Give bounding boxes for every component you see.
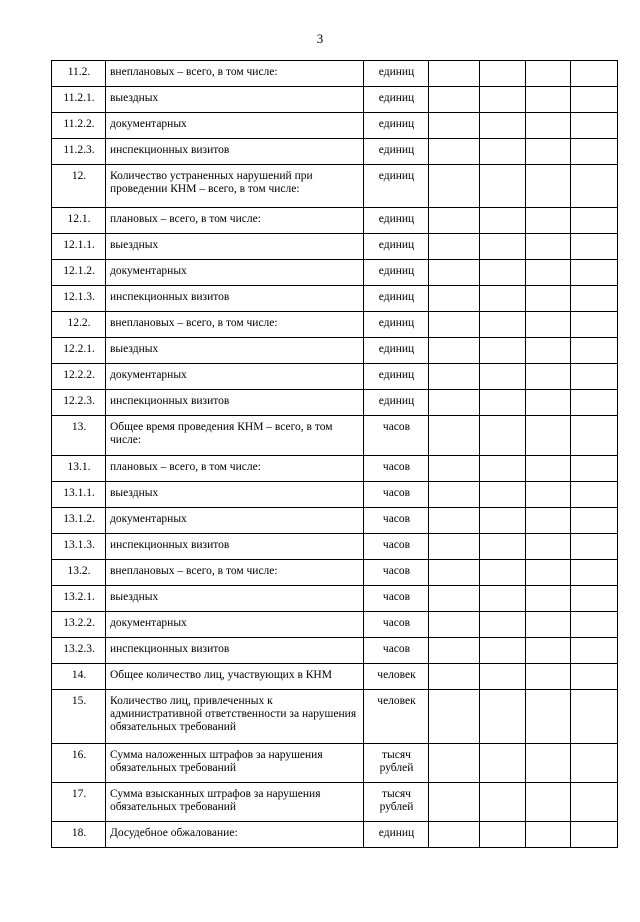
value-cell (526, 822, 571, 848)
value-cell (526, 286, 571, 312)
value-cell (526, 534, 571, 560)
row-number: 12.2.3. (52, 390, 106, 416)
table-row (52, 286, 618, 312)
row-number: 18. (52, 822, 106, 848)
table-row (52, 234, 618, 260)
indicator-name: внеплановых – всего, в том числе: (106, 560, 364, 586)
value-cell (526, 690, 571, 744)
table-row (52, 534, 618, 560)
table-row (52, 260, 618, 286)
value-cell (571, 612, 618, 638)
row-number: 12.2. (52, 312, 106, 338)
table-row (52, 364, 618, 390)
indicator-name: инспекционных визитов (106, 638, 364, 664)
row-number: 14. (52, 664, 106, 690)
value-cell (571, 783, 618, 822)
value-cell (526, 165, 571, 208)
row-number: 11.2.2. (52, 113, 106, 139)
table-row (52, 744, 618, 783)
row-number: 12.1.2. (52, 260, 106, 286)
value-cell (429, 139, 480, 165)
unit-of-measure: тысяч рублей (364, 744, 429, 783)
table-row (52, 165, 618, 208)
unit-of-measure: часов (364, 534, 429, 560)
value-cell (429, 560, 480, 586)
unit-of-measure: часов (364, 456, 429, 482)
value-cell (480, 822, 526, 848)
value-cell (480, 456, 526, 482)
value-cell (526, 508, 571, 534)
indicator-name: плановых – всего, в том числе: (106, 456, 364, 482)
value-cell (526, 234, 571, 260)
value-cell (429, 534, 480, 560)
value-cell (571, 482, 618, 508)
value-cell (429, 416, 480, 456)
value-cell (526, 61, 571, 87)
value-cell (571, 234, 618, 260)
unit-of-measure: тысяч рублей (364, 783, 429, 822)
value-cell (480, 364, 526, 390)
table-row (52, 586, 618, 612)
value-cell (480, 416, 526, 456)
value-cell (571, 586, 618, 612)
value-cell (526, 612, 571, 638)
row-number: 17. (52, 783, 106, 822)
value-cell (571, 822, 618, 848)
unit-of-measure: часов (364, 416, 429, 456)
row-number: 13.1.1. (52, 482, 106, 508)
value-cell (480, 165, 526, 208)
value-cell (429, 586, 480, 612)
indicator-name: выездных (106, 338, 364, 364)
unit-of-measure: единиц (364, 61, 429, 87)
unit-of-measure: часов (364, 482, 429, 508)
value-cell (526, 338, 571, 364)
value-cell (429, 364, 480, 390)
value-cell (429, 482, 480, 508)
value-cell (571, 560, 618, 586)
indicator-name: выездных (106, 234, 364, 260)
value-cell (480, 286, 526, 312)
row-number: 12. (52, 165, 106, 208)
unit-of-measure: единиц (364, 312, 429, 338)
indicator-name: плановых – всего, в том числе: (106, 208, 364, 234)
indicator-name: Досудебное обжалование: (106, 822, 364, 848)
value-cell (571, 312, 618, 338)
value-cell (480, 560, 526, 586)
value-cell (429, 338, 480, 364)
row-number: 13.2.2. (52, 612, 106, 638)
value-cell (480, 664, 526, 690)
table-row (52, 560, 618, 586)
row-number: 13.2. (52, 560, 106, 586)
value-cell (526, 416, 571, 456)
table-row (52, 690, 618, 744)
value-cell (526, 87, 571, 113)
table-row (52, 87, 618, 113)
indicator-name: внеплановых – всего, в том числе: (106, 61, 364, 87)
value-cell (571, 456, 618, 482)
indicator-name: инспекционных визитов (106, 286, 364, 312)
value-cell (571, 113, 618, 139)
indicator-name: документарных (106, 260, 364, 286)
indicator-name: Сумма наложенных штрафов за нарушения обязательных требований (106, 744, 364, 783)
indicator-name: внеплановых – всего, в том числе: (106, 312, 364, 338)
value-cell (480, 783, 526, 822)
row-number: 13.2.1. (52, 586, 106, 612)
unit-of-measure: часов (364, 508, 429, 534)
table-row (52, 664, 618, 690)
indicator-name: выездных (106, 87, 364, 113)
value-cell (526, 390, 571, 416)
unit-of-measure: единиц (364, 87, 429, 113)
unit-of-measure: часов (364, 586, 429, 612)
value-cell (429, 744, 480, 783)
value-cell (526, 783, 571, 822)
value-cell (480, 390, 526, 416)
indicator-name: выездных (106, 586, 364, 612)
unit-of-measure: человек (364, 664, 429, 690)
value-cell (526, 482, 571, 508)
row-number: 15. (52, 690, 106, 744)
value-cell (480, 690, 526, 744)
row-number: 13.1. (52, 456, 106, 482)
value-cell (429, 690, 480, 744)
unit-of-measure: часов (364, 638, 429, 664)
unit-of-measure: единиц (364, 260, 429, 286)
value-cell (429, 783, 480, 822)
value-cell (480, 612, 526, 638)
value-cell (429, 312, 480, 338)
unit-of-measure: единиц (364, 165, 429, 208)
value-cell (429, 234, 480, 260)
value-cell (480, 586, 526, 612)
table-row (52, 113, 618, 139)
unit-of-measure: единиц (364, 338, 429, 364)
value-cell (571, 338, 618, 364)
value-cell (526, 560, 571, 586)
unit-of-measure: единиц (364, 139, 429, 165)
value-cell (480, 482, 526, 508)
value-cell (526, 456, 571, 482)
indicator-name: инспекционных визитов (106, 390, 364, 416)
row-number: 13.1.2. (52, 508, 106, 534)
table-row (52, 508, 618, 534)
indicator-name: документарных (106, 364, 364, 390)
value-cell (429, 113, 480, 139)
row-number: 12.2.1. (52, 338, 106, 364)
table-row (52, 139, 618, 165)
value-cell (480, 260, 526, 286)
row-number: 13. (52, 416, 106, 456)
table-row (52, 783, 618, 822)
value-cell (429, 260, 480, 286)
indicator-name: инспекционных визитов (106, 534, 364, 560)
table-row (52, 208, 618, 234)
indicator-name: Количество устраненных нарушений при проведении КНМ – всего, в том числе: (106, 165, 364, 208)
value-cell (480, 234, 526, 260)
indicator-name: Сумма взысканных штрафов за нарушения обязательных требований (106, 783, 364, 822)
value-cell (480, 534, 526, 560)
report-table (51, 60, 618, 848)
table-row (52, 612, 618, 638)
table-row (52, 61, 618, 87)
value-cell (571, 690, 618, 744)
unit-of-measure: единиц (364, 390, 429, 416)
value-cell (429, 390, 480, 416)
indicator-name: инспекционных визитов (106, 139, 364, 165)
value-cell (429, 822, 480, 848)
value-cell (480, 312, 526, 338)
value-cell (526, 312, 571, 338)
value-cell (429, 61, 480, 87)
unit-of-measure: единиц (364, 364, 429, 390)
value-cell (526, 586, 571, 612)
row-number: 12.1.3. (52, 286, 106, 312)
value-cell (429, 286, 480, 312)
value-cell (571, 260, 618, 286)
value-cell (480, 61, 526, 87)
indicator-name: документарных (106, 612, 364, 638)
row-number: 11.2.1. (52, 87, 106, 113)
value-cell (571, 664, 618, 690)
unit-of-measure: часов (364, 612, 429, 638)
value-cell (480, 744, 526, 783)
value-cell (429, 208, 480, 234)
value-cell (480, 139, 526, 165)
value-cell (480, 338, 526, 364)
table-row (52, 638, 618, 664)
value-cell (526, 664, 571, 690)
unit-of-measure: единиц (364, 286, 429, 312)
table-row (52, 416, 618, 456)
value-cell (571, 534, 618, 560)
indicator-name: документарных (106, 113, 364, 139)
page-number: 3 (316, 31, 324, 46)
value-cell (429, 508, 480, 534)
unit-of-measure: единиц (364, 822, 429, 848)
value-cell (571, 638, 618, 664)
row-number: 13.2.3. (52, 638, 106, 664)
value-cell (429, 612, 480, 638)
indicator-name: Общее количество лиц, участвующих в КНМ (106, 664, 364, 690)
value-cell (571, 61, 618, 87)
row-number: 11.2. (52, 61, 106, 87)
value-cell (526, 364, 571, 390)
row-number: 11.2.3. (52, 139, 106, 165)
row-number: 16. (52, 744, 106, 783)
table-row (52, 338, 618, 364)
table-row (52, 822, 618, 848)
value-cell (571, 286, 618, 312)
value-cell (429, 165, 480, 208)
indicator-name: Общее время проведения КНМ – всего, в том числе: (106, 416, 364, 456)
value-cell (571, 364, 618, 390)
value-cell (571, 416, 618, 456)
unit-of-measure: единиц (364, 208, 429, 234)
indicator-name: документарных (106, 508, 364, 534)
row-number: 12.1.1. (52, 234, 106, 260)
value-cell (526, 113, 571, 139)
value-cell (429, 456, 480, 482)
value-cell (526, 260, 571, 286)
row-number: 12.1. (52, 208, 106, 234)
value-cell (571, 744, 618, 783)
value-cell (480, 208, 526, 234)
row-number: 12.2.2. (52, 364, 106, 390)
value-cell (571, 87, 618, 113)
value-cell (571, 508, 618, 534)
table-row (52, 482, 618, 508)
value-cell (429, 664, 480, 690)
value-cell (526, 139, 571, 165)
row-number: 13.1.3. (52, 534, 106, 560)
value-cell (480, 638, 526, 664)
table-row (52, 312, 618, 338)
unit-of-measure: единиц (364, 113, 429, 139)
value-cell (480, 87, 526, 113)
value-cell (571, 208, 618, 234)
value-cell (480, 508, 526, 534)
table-row (52, 456, 618, 482)
value-cell (571, 390, 618, 416)
value-cell (526, 744, 571, 783)
table-row (52, 390, 618, 416)
value-cell (571, 139, 618, 165)
value-cell (526, 638, 571, 664)
unit-of-measure: единиц (364, 234, 429, 260)
value-cell (429, 87, 480, 113)
value-cell (571, 165, 618, 208)
unit-of-measure: часов (364, 560, 429, 586)
unit-of-measure: человек (364, 690, 429, 744)
indicator-name: выездных (106, 482, 364, 508)
value-cell (429, 638, 480, 664)
value-cell (526, 208, 571, 234)
report-table-body (52, 61, 618, 848)
value-cell (480, 113, 526, 139)
indicator-name: Количество лиц, привлеченных к административной ответственности за нарушения обязательных требований (106, 690, 364, 744)
